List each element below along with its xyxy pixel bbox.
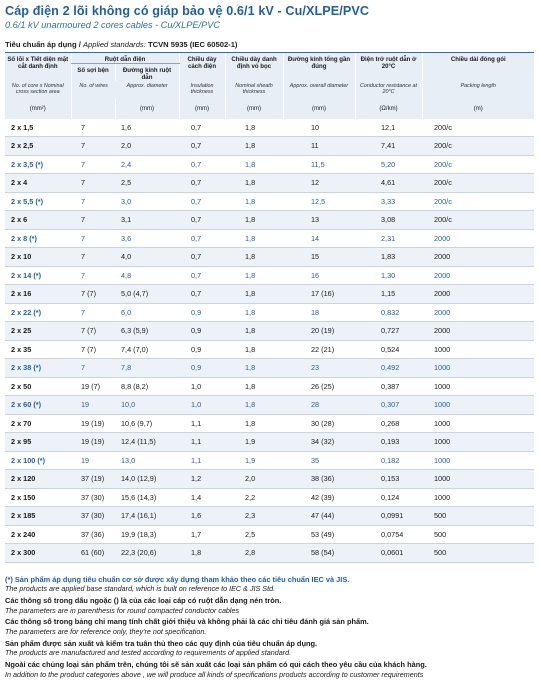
cell-res: 0,124 xyxy=(355,488,422,507)
cell-diam: 10,0 xyxy=(115,396,179,415)
unit-packing: (m) xyxy=(422,99,534,119)
cell-wires: 7 xyxy=(71,155,115,174)
cell-wires: 19 (7) xyxy=(71,377,115,396)
note-text-vi: Sản phẩm được sản xuất và kiểm tra tuân thủ theo các quy định của tiêu chuẩn áp dụng. xyxy=(5,638,318,648)
cell-od: 23 xyxy=(283,359,355,378)
cell-sheath: 1,8 xyxy=(225,192,283,211)
cell-sheath: 1,8 xyxy=(225,155,283,174)
cell-sheath: 1,8 xyxy=(225,377,283,396)
cell-diam: 3,0 xyxy=(115,192,179,211)
cell-wires: 7 xyxy=(71,119,115,137)
cell-diam: 4,8 xyxy=(115,266,179,285)
cell-od: 17 (16) xyxy=(283,285,355,304)
cell-diam: 14,0 (12,9) xyxy=(115,470,179,489)
table-row xyxy=(5,174,534,193)
cell-res: 0,727 xyxy=(355,322,422,341)
cell-od: 20 (19) xyxy=(283,322,355,341)
cell-wires: 19 (19) xyxy=(71,414,115,433)
cell-od: 11,5 xyxy=(283,155,355,174)
cell-pack: 500 xyxy=(422,507,534,526)
cell-diam: 8,8 (8,2) xyxy=(115,377,179,396)
cell-ins: 1,0 xyxy=(179,377,225,396)
cell-ins: 1,0 xyxy=(179,396,225,415)
table-row xyxy=(5,211,534,230)
col-header-conductor: Ruột dẫn điện xyxy=(71,53,179,64)
unit-insulation: (mm) xyxy=(179,99,225,119)
cell-pack: 200/c xyxy=(422,137,534,156)
col-header-sheath-en: Nominal sheath thickness xyxy=(225,81,283,99)
col-header-resistance: Điện trở ruột dẫn ở 20°C xyxy=(355,53,422,81)
cell-pack: 2000 xyxy=(422,303,534,322)
cell-ins: 0,9 xyxy=(179,322,225,341)
cell-od: 34 (32) xyxy=(283,433,355,452)
cell-size: 2 x 38 (*) xyxy=(5,359,71,378)
cell-ins: 1,4 xyxy=(179,488,225,507)
cell-size: 2 x 6 xyxy=(5,211,71,230)
note-text-vi: Các thông số trong dấu ngoặc () là của các loại cáp có ruột dẫn dạng nén tròn. xyxy=(5,595,282,605)
cell-sheath: 1,8 xyxy=(225,322,283,341)
cell-size: 2 x 150 xyxy=(5,488,71,507)
col-header-insulation-en: Insulation thickness xyxy=(179,81,225,99)
cell-sheath: 2,3 xyxy=(225,507,283,526)
cell-ins: 0,7 xyxy=(179,174,225,193)
page-subtitle: 0.6/1 kV unarmoured 2 cores cables - Cu/XLPE/PVC xyxy=(5,20,220,30)
cell-pack: 2000 xyxy=(422,266,534,285)
cell-sheath: 1,8 xyxy=(225,266,283,285)
cell-ins: 1,1 xyxy=(179,414,225,433)
cell-wires: 19 xyxy=(71,451,115,470)
cell-res: 0,182 xyxy=(355,451,422,470)
cell-diam: 15,6 (14,3) xyxy=(115,488,179,507)
cell-res: 1,83 xyxy=(355,248,422,267)
standard-value: TCVN 5935 (IEC 60502-1) xyxy=(147,40,238,49)
note-text-vi: Các thông số trong bảng chỉ mang tính chất giới thiệu và không phải là các chỉ tiêu đánh giá sản phẩm. xyxy=(5,617,369,627)
col-header-insulation: Chiều dày cách điện xyxy=(179,53,225,81)
cell-pack: 1000 xyxy=(422,433,534,452)
cell-wires: 7 xyxy=(71,211,115,230)
cell-pack: 1000 xyxy=(422,470,534,489)
cell-wires: 37 (30) xyxy=(71,488,115,507)
cell-size: 2 x 2,5 xyxy=(5,137,71,156)
cell-pack: 200/c xyxy=(422,155,534,174)
cell-ins: 0,7 xyxy=(179,248,225,267)
cell-wires: 7 xyxy=(71,248,115,267)
cell-sheath: 1,8 xyxy=(225,174,283,193)
col-header-overall-diameter: Đường kính tổng gần đúng xyxy=(283,53,355,81)
table-row xyxy=(5,119,534,137)
cell-size: 2 x 4 xyxy=(5,174,71,193)
cell-size: 2 x 95 xyxy=(5,433,71,452)
cell-res: 0,268 xyxy=(355,414,422,433)
cell-sheath: 2,8 xyxy=(225,544,283,563)
cell-sheath: 2,2 xyxy=(225,488,283,507)
cell-ins: 1,8 xyxy=(179,544,225,563)
col-header-size: Số lõi x Tiết diện mặt cắt danh định xyxy=(5,53,71,81)
table-row xyxy=(5,155,534,174)
cell-pack: 1000 xyxy=(422,359,534,378)
cell-od: 10 xyxy=(283,119,355,137)
cell-wires: 7 xyxy=(71,174,115,193)
cell-res: 0,0754 xyxy=(355,525,422,544)
cell-res: 3,33 xyxy=(355,192,422,211)
cell-sheath: 1,8 xyxy=(225,303,283,322)
cell-od: 18 xyxy=(283,303,355,322)
standard-label-en: Applied standards: xyxy=(82,40,146,49)
document-page xyxy=(5,4,534,681)
cell-sheath: 1,9 xyxy=(225,433,283,452)
table-row xyxy=(5,137,534,156)
cell-sheath: 1,8 xyxy=(225,248,283,267)
cell-res: 0,193 xyxy=(355,433,422,452)
cell-res: 0,387 xyxy=(355,377,422,396)
col-header-sheath: Chiều dày danh định vỏ bọc xyxy=(225,53,283,81)
cell-wires: 7 xyxy=(71,229,115,248)
cell-ins: 0,9 xyxy=(179,340,225,359)
cell-diam: 13,0 xyxy=(115,451,179,470)
cell-od: 15 xyxy=(283,248,355,267)
table-row xyxy=(5,488,534,507)
cell-od: 12 xyxy=(283,174,355,193)
cell-res: 0,307 xyxy=(355,396,422,415)
cell-ins: 0,7 xyxy=(179,137,225,156)
cell-od: 22 (21) xyxy=(283,340,355,359)
col-header-resistance-en: Conductor resistance at 20°C xyxy=(355,81,422,99)
unit-overall-diameter: (mm) xyxy=(283,99,355,119)
cell-res: 3,08 xyxy=(355,211,422,230)
table-row xyxy=(5,433,534,452)
cell-size: 2 x 8 (*) xyxy=(5,229,71,248)
table-row xyxy=(5,451,534,470)
cell-pack: 2000 xyxy=(422,322,534,341)
table-row xyxy=(5,507,534,526)
cell-pack: 1000 xyxy=(422,340,534,359)
cell-od: 35 xyxy=(283,451,355,470)
standard-label-vi: Tiêu chuẩn áp dụng / xyxy=(5,40,81,49)
col-header-overall-diameter-en: Approx. overall diameter xyxy=(283,81,355,99)
cell-diam: 10,6 (9,7) xyxy=(115,414,179,433)
cell-res: 0,0601 xyxy=(355,544,422,563)
table-row xyxy=(5,525,534,544)
cell-pack: 200/c xyxy=(422,174,534,193)
col-header-packing: Chiều dài đóng gói xyxy=(422,53,534,81)
unit-resistance: (Ω/km) xyxy=(355,99,422,119)
cell-wires: 7 xyxy=(71,266,115,285)
cell-wires: 37 (30) xyxy=(71,507,115,526)
cell-pack: 1000 xyxy=(422,451,534,470)
cell-res: 2,31 xyxy=(355,229,422,248)
cell-sheath: 1,8 xyxy=(225,119,283,137)
table-body xyxy=(5,119,534,563)
cell-res: 0,492 xyxy=(355,359,422,378)
cell-ins: 0,9 xyxy=(179,303,225,322)
cell-ins: 0,7 xyxy=(179,211,225,230)
cell-pack: 2000 xyxy=(422,285,534,304)
cell-ins: 0,9 xyxy=(179,359,225,378)
notes-section xyxy=(5,575,534,680)
cell-size: 2 x 120 xyxy=(5,470,71,489)
cell-wires: 7 xyxy=(71,359,115,378)
cell-size: 2 x 25 xyxy=(5,322,71,341)
cell-ins: 0,7 xyxy=(179,192,225,211)
note xyxy=(5,617,534,636)
table-row xyxy=(5,359,534,378)
cell-size: 2 x 22 (*) xyxy=(5,303,71,322)
table-row xyxy=(5,303,534,322)
cell-diam: 2,5 xyxy=(115,174,179,193)
cell-size: 2 x 5,5 (*) xyxy=(5,192,71,211)
note-text-en: The products are manufactured and tested according to requirements of applied standard. xyxy=(5,648,292,658)
cell-pack: 200/c xyxy=(422,211,534,230)
note-text-en: The parameters are for reference only, they're not specification. xyxy=(5,626,207,636)
note-text-en: In addition to the product categories above , we will produce all kinds of specifications products according to customer requirements xyxy=(5,669,424,679)
col-header-conductor-diameter-en: Approx. diameter xyxy=(126,83,168,89)
cell-sheath: 1,8 xyxy=(225,359,283,378)
col-header-conductor-diameter: Đường kính ruột dẫn xyxy=(115,64,179,82)
cell-res: 5,20 xyxy=(355,155,422,174)
cell-diam: 1,6 xyxy=(115,119,179,137)
cell-wires: 7 (7) xyxy=(71,340,115,359)
col-header-size-en: No. of core x Nominal cross section area xyxy=(5,81,71,99)
cell-size: 2 x 3,5 (*) xyxy=(5,155,71,174)
cell-size: 2 x 14 (*) xyxy=(5,266,71,285)
table-row xyxy=(5,266,534,285)
cell-diam: 3,6 xyxy=(115,229,179,248)
cell-od: 14 xyxy=(283,229,355,248)
col-header-packing-en: Packing length xyxy=(422,81,534,99)
cell-od: 53 (49) xyxy=(283,525,355,544)
cell-size: 2 x 240 xyxy=(5,525,71,544)
cell-od: 11 xyxy=(283,137,355,156)
cell-wires: 19 xyxy=(71,396,115,415)
note xyxy=(5,596,534,615)
cell-wires: 37 (19) xyxy=(71,470,115,489)
cell-size: 2 x 70 xyxy=(5,414,71,433)
cell-diam: 2,4 xyxy=(115,155,179,174)
note-text-vi: (*) Sản phẩm áp dụng tiêu chuẩn cơ sở được xây dựng tham khảo theo các tiêu chuẩn IEC và JIS. xyxy=(5,574,350,584)
cell-diam: 4,0 xyxy=(115,248,179,267)
cell-pack: 1000 xyxy=(422,396,534,415)
cell-diam: 7,8 xyxy=(115,359,179,378)
cell-sheath: 1,8 xyxy=(225,340,283,359)
cell-wires: 61 (60) xyxy=(71,544,115,563)
cell-size: 2 x 60 (*) xyxy=(5,396,71,415)
cell-ins: 1,1 xyxy=(179,433,225,452)
cell-diam: 5,0 (4,7) xyxy=(115,285,179,304)
cell-wires: 7 (7) xyxy=(71,285,115,304)
cell-ins: 0,7 xyxy=(179,119,225,137)
cell-od: 58 (54) xyxy=(283,544,355,563)
cell-ins: 1,1 xyxy=(179,451,225,470)
cell-pack: 2000 xyxy=(422,248,534,267)
cell-wires: 7 xyxy=(71,137,115,156)
cell-pack: 1000 xyxy=(422,488,534,507)
cell-sheath: 1,9 xyxy=(225,451,283,470)
table-row xyxy=(5,192,534,211)
cell-diam: 12,4 (11,5) xyxy=(115,433,179,452)
cell-sheath: 2,0 xyxy=(225,470,283,489)
unit-sheath: (mm) xyxy=(225,99,283,119)
cell-diam: 6,3 (5,9) xyxy=(115,322,179,341)
cell-od: 26 (25) xyxy=(283,377,355,396)
table-row xyxy=(5,285,534,304)
col-header-wires: Số sợi bện xyxy=(71,64,115,82)
cable-spec-table xyxy=(5,53,534,563)
cell-diam: 19,9 (18,3) xyxy=(115,525,179,544)
table-row xyxy=(5,396,534,415)
cell-ins: 0,7 xyxy=(179,229,225,248)
col-header-wires-en: No. of wires xyxy=(79,83,108,89)
cell-pack: 2000 xyxy=(422,229,534,248)
cell-size: 2 x 185 xyxy=(5,507,71,526)
table-row xyxy=(5,248,534,267)
cell-wires: 19 (19) xyxy=(71,433,115,452)
cell-size: 2 x 35 xyxy=(5,340,71,359)
cell-res: 12,1 xyxy=(355,119,422,137)
cell-size: 2 x 50 xyxy=(5,377,71,396)
cell-diam: 2,0 xyxy=(115,137,179,156)
cell-od: 42 (39) xyxy=(283,488,355,507)
note-text-en: The parameters are in parenthesis for round compacted conductor cables xyxy=(5,605,240,615)
cell-sheath: 2,5 xyxy=(225,525,283,544)
cell-sheath: 1,8 xyxy=(225,137,283,156)
cell-size: 2 x 16 xyxy=(5,285,71,304)
cell-pack: 500 xyxy=(422,525,534,544)
cell-res: 1,30 xyxy=(355,266,422,285)
cell-diam: 6,0 xyxy=(115,303,179,322)
cell-diam: 3,1 xyxy=(115,211,179,230)
note-text-en: The products are applied base standard, which is built on reference to IEC & JIS Std. xyxy=(5,584,276,594)
cell-od: 16 xyxy=(283,266,355,285)
cell-pack: 1000 xyxy=(422,377,534,396)
cell-sheath: 1,8 xyxy=(225,229,283,248)
cell-res: 1,15 xyxy=(355,285,422,304)
cell-ins: 1,7 xyxy=(179,525,225,544)
cell-wires: 7 xyxy=(71,303,115,322)
cell-size: 2 x 100 (*) xyxy=(5,451,71,470)
cell-wires: 7 (7) xyxy=(71,322,115,341)
cell-pack: 500 xyxy=(422,544,534,563)
table-row xyxy=(5,414,534,433)
cell-res: 0,0991 xyxy=(355,507,422,526)
cell-diam: 17,4 (16,1) xyxy=(115,507,179,526)
unit-conductor-diameter: (mm) xyxy=(115,99,179,119)
note xyxy=(5,660,534,679)
cell-size: 2 x 300 xyxy=(5,544,71,563)
cell-res: 0,832 xyxy=(355,303,422,322)
applied-standard xyxy=(5,40,534,49)
cell-ins: 0,7 xyxy=(179,155,225,174)
cell-pack: 200/c xyxy=(422,119,534,137)
cell-sheath: 1,8 xyxy=(225,211,283,230)
cell-pack: 200/c xyxy=(422,192,534,211)
table-row xyxy=(5,544,534,563)
page-title: Cáp điện 2 lõi không có giáp bảo vệ 0.6/1 kV - Cu/XLPE/PVC xyxy=(5,4,370,18)
cell-ins: 0,7 xyxy=(179,266,225,285)
cell-res: 0,524 xyxy=(355,340,422,359)
cell-wires: 37 (36) xyxy=(71,525,115,544)
cell-size: 2 x 10 xyxy=(5,248,71,267)
cell-wires: 7 xyxy=(71,192,115,211)
cell-ins: 1,6 xyxy=(179,507,225,526)
table-row xyxy=(5,470,534,489)
cell-od: 28 xyxy=(283,396,355,415)
unit-size: (mm²) xyxy=(5,99,71,119)
cell-sheath: 1,8 xyxy=(225,396,283,415)
cell-sheath: 1,8 xyxy=(225,285,283,304)
cell-diam: 7,4 (7,0) xyxy=(115,340,179,359)
cell-res: 4,61 xyxy=(355,174,422,193)
table-row xyxy=(5,340,534,359)
note xyxy=(5,639,534,658)
cell-pack: 1000 xyxy=(422,414,534,433)
table-row xyxy=(5,322,534,341)
cell-od: 13 xyxy=(283,211,355,230)
cell-od: 47 (44) xyxy=(283,507,355,526)
cell-ins: 1,2 xyxy=(179,470,225,489)
cell-od: 30 (28) xyxy=(283,414,355,433)
cell-diam: 22,3 (20,6) xyxy=(115,544,179,563)
cell-sheath: 1,8 xyxy=(225,414,283,433)
note xyxy=(5,575,534,594)
note-text-vi: Ngoài các chủng loại sản phẩm trên, chúng tôi sẽ sản xuất các loại sản phẩm có qui cách theo yêu cầu của khách hàng. xyxy=(5,660,427,670)
cell-ins: 0,7 xyxy=(179,285,225,304)
cell-res: 0,153 xyxy=(355,470,422,489)
table-row xyxy=(5,229,534,248)
unit-wires xyxy=(71,99,115,119)
cell-res: 7,41 xyxy=(355,137,422,156)
table-row xyxy=(5,377,534,396)
cell-od: 12,5 xyxy=(283,192,355,211)
cell-size: 2 x 1,5 xyxy=(5,119,71,137)
cell-od: 38 (36) xyxy=(283,470,355,489)
